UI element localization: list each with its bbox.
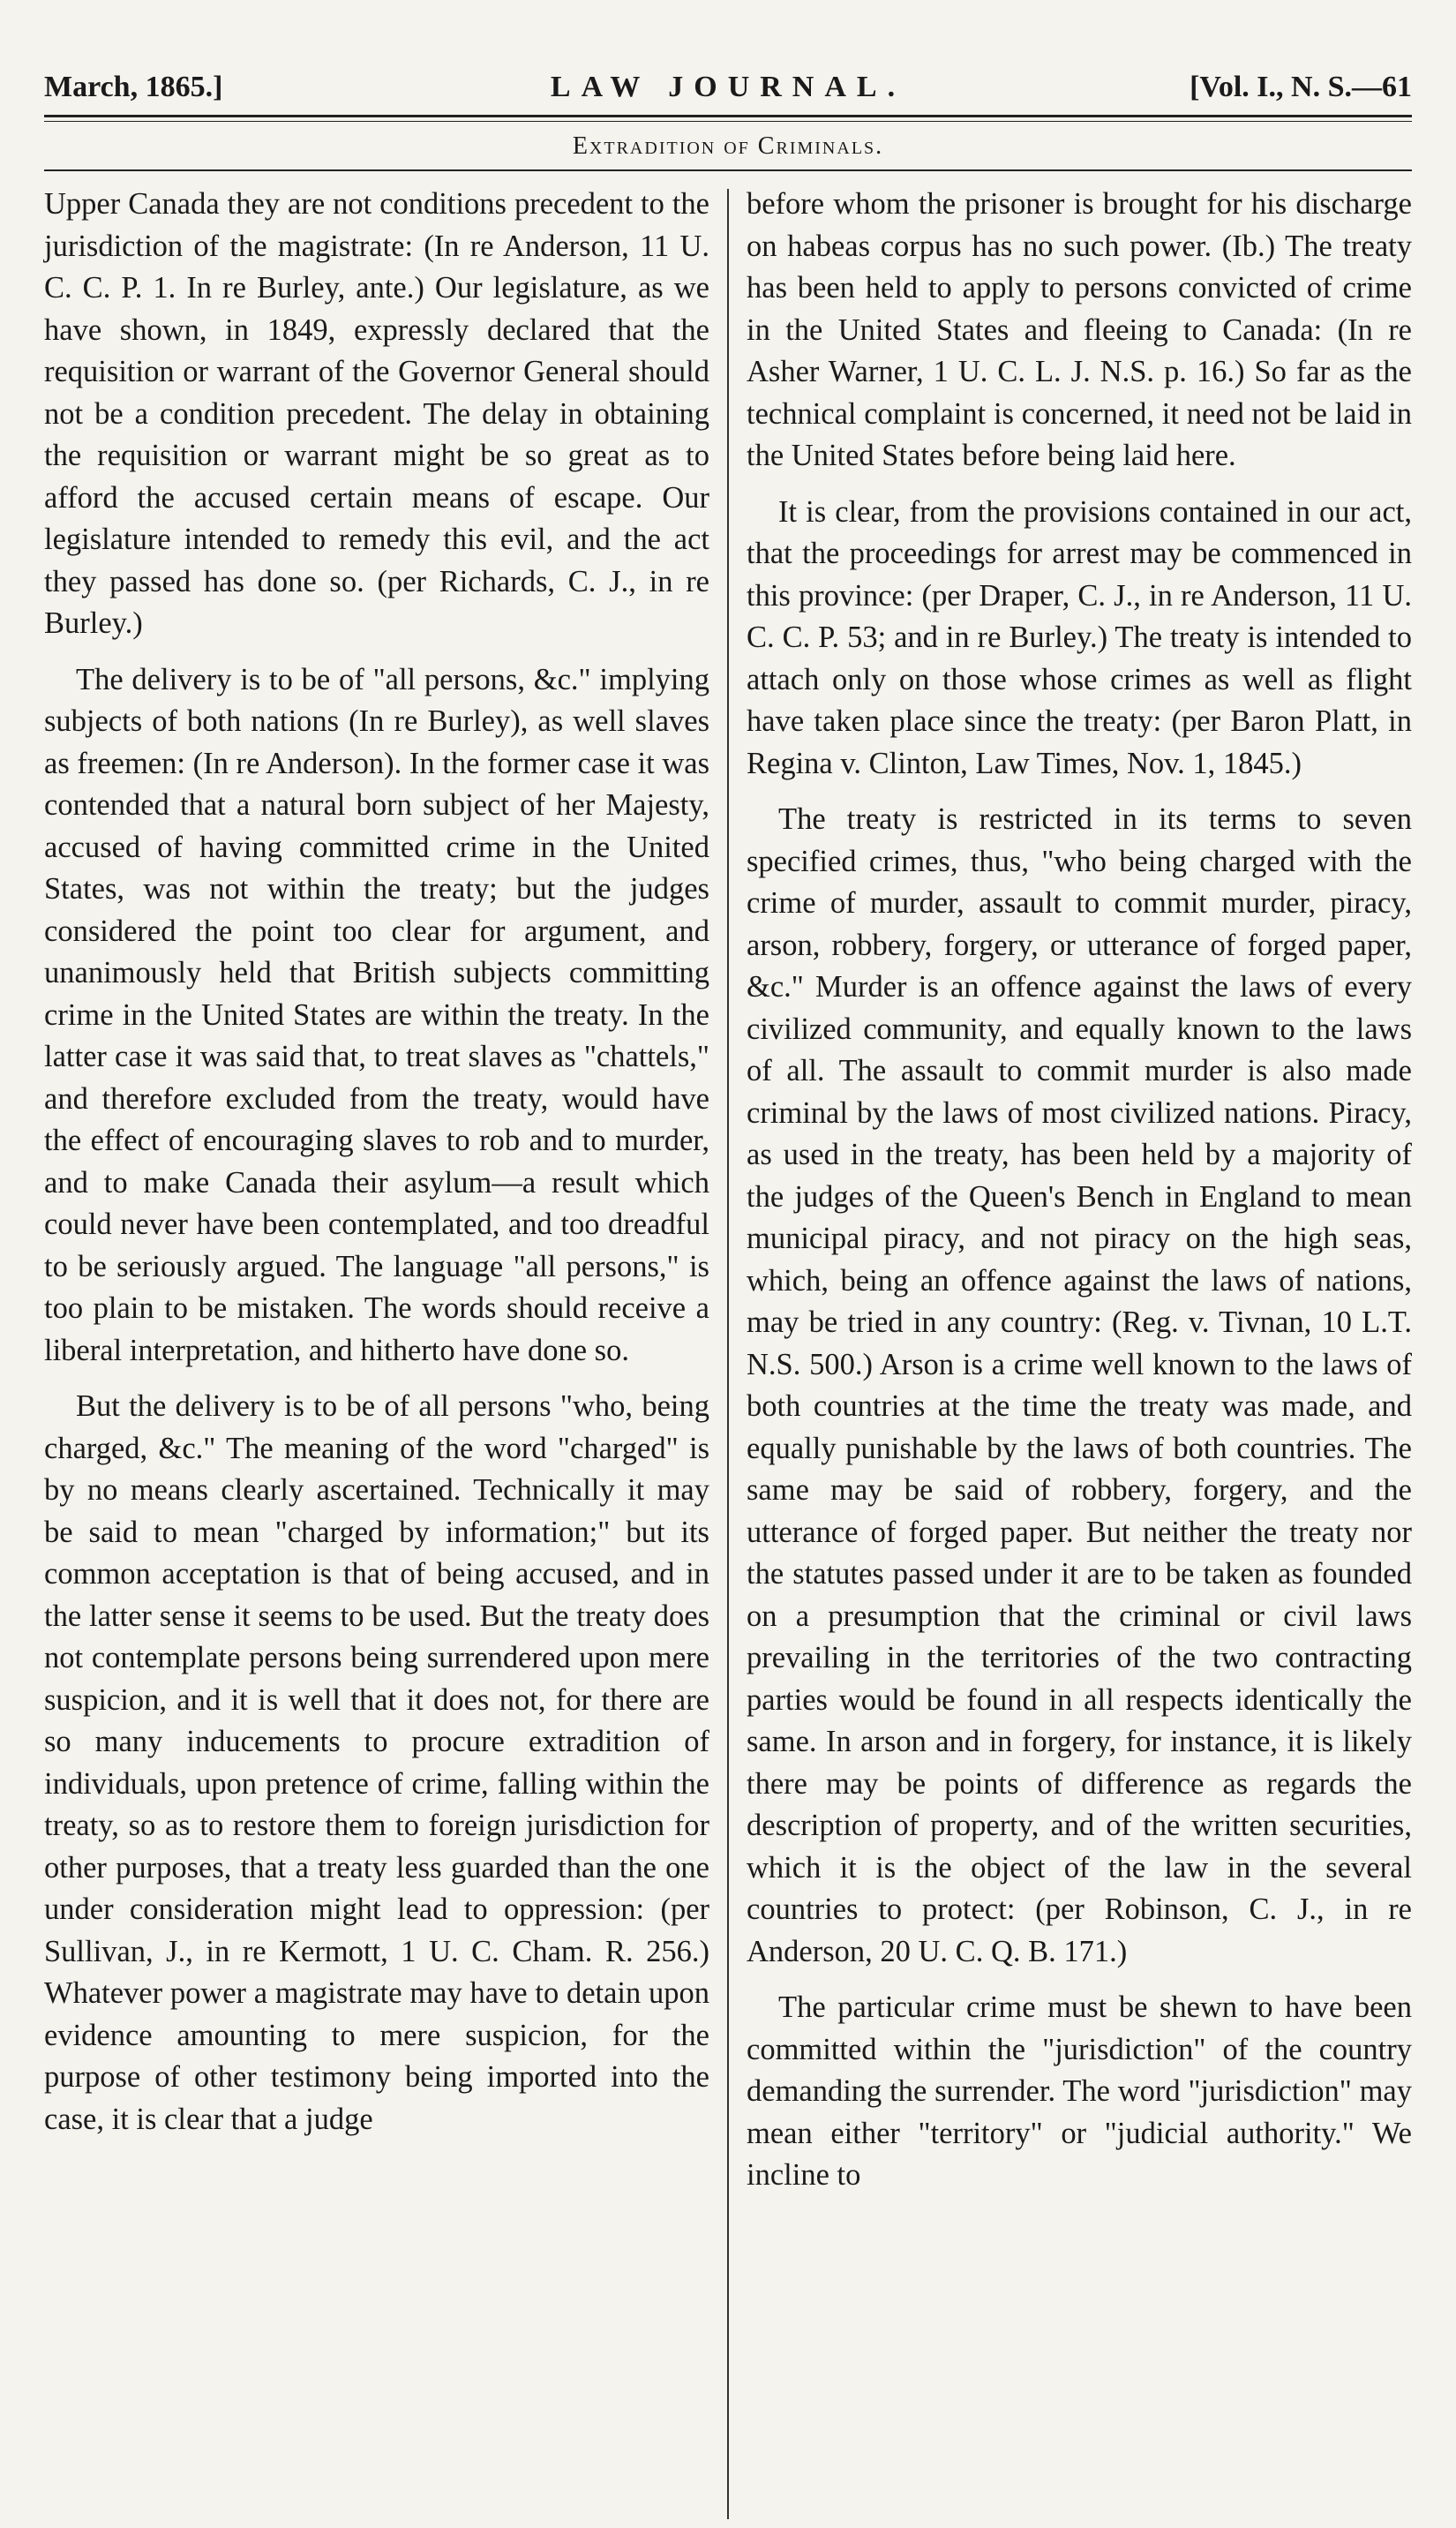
header-date: March, 1865.] <box>44 71 223 103</box>
paragraph: It is clear, from the provisions contained in our act, that the proceedings for arrest may be commenced in this province: (per Draper, C. J., in re Anderson, 11 U. C. C. P. 53; and in re Burley.) The treaty is intended to attach only on those whose crimes as well as flight have taken place since the treaty: (per Baron Platt, in Regina v. Clinton, Law Times, Nov. 1, 1845.) <box>747 494 1412 780</box>
header-volume-page: [Vol. I., N. S.—61 <box>1190 71 1412 103</box>
paragraph: The treaty is restricted in its terms to seven specified crimes, thus, "who being charged with the crime of murder, assault to commit murder, piracy, arson, robbery, forgery, or utterance of forged paper, &c." Murder is an offence against the laws of every civilized community, and equally known to the laws of all. The assault to commit murder is also made criminal by the laws of most civilized nations. Piracy, as used in the treaty, has been held by a majority of the judges of the Queen's Bench in England to mean municipal piracy, and not piracy on the high seas, which, being an offence against the laws of nations, may be tried in any country: (Reg. v. Tivnan, 10 L.T. N.S. 500.) Arson is a crime well known to the laws of both countries at the time the treaty was made, and equally punishable by the laws of both countries. The same may be said of robbery, forgery, and the utterance of forged paper. But neither the treaty nor the statutes passed under it are to be taken as founded on a presumption that the criminal or civil laws prevailing in the territories of the two contracting parties would be found in all respects identically the same. In arson and in forgery, for instance, it is likely there may be points of difference as regards the description of property, and of the written securities, which it is the object of the law in the several countries to protect: (per Robinson, C. J., in re Anderson, 20 U. C. Q. B. 171.) <box>747 802 1412 1968</box>
section-title: Extradition of Criminals. <box>572 132 884 160</box>
paragraph: The particular crime must be shewn to have been committed within the "jurisdiction" of the country demanding the surrender. The word "jurisdiction" may mean either "territory" or "judicial authority." We incline to <box>747 1990 1412 2192</box>
paragraph: before whom the prisoner is brought for his discharge on habeas corpus has no such power. (Ib.) The treaty has been held to apply to persons convicted of crime in the United States and fleeing to Canada: (In re Asher Warner, 1 U. C. L. J. N.S. p. 16.) So far as the technical complaint is concerned, it need not be laid in the United States before being laid here. <box>747 187 1412 472</box>
text-columns <box>44 184 1412 2519</box>
paragraph: But the delivery is to be of all persons "who, being charged, &c." The meaning of the word "charged" is by no means clearly ascertained. Technically it may be said to mean "charged by information;" but its common acceptation is that of being accused, and in the latter sense it seems to be used. But the treaty does not contemplate persons being surrendered upon mere suspicion, and it is well that it does not, for there are so many inducements to procure extradition of individuals, upon pretence of crime, falling within the treaty, so as to restore them to foreign jurisdiction for other purposes, that a treaty less guarded than the one under consideration might lead to oppression: (per Sullivan, J., in re Kermott, 1 U. C. Cham. R. 256.) Whatever power a magistrate may have to detain upon evidence amounting to mere suspicion, for the purpose of other testimony being imported into the case, it is clear that a judge <box>44 1389 709 2136</box>
left-column <box>44 184 727 2519</box>
header-rule <box>44 115 1412 122</box>
paragraph: Upper Canada they are not conditions precedent to the jurisdiction of the magistrate: (In re Anderson, 11 U. C. C. P. 1. In re Burley, ante.) Our legislature, as we have shown, in 1849, expressly declared that the requisition or warrant of the Governor General should not be a condition precedent. The delay in obtaining the requisition or warrant might be so great as to afford the accused certain means of escape. Our legislature intended to remedy this evil, and the act they passed has done so. (per Richards, C. J., in re Burley.) <box>44 187 709 640</box>
journal-page <box>44 62 1412 2519</box>
header-journal-title: LAW JOURNAL. <box>550 71 906 103</box>
paragraph: The delivery is to be of "all persons, &c." implying subjects of both nations (In re Burley), as well slaves as freemen: (In re Anderson). In the former case it was contended that a natural born subject of her Majesty, accused of having committed crime in the United States, was not within the treaty; but the judges considered the point too clear for argument, and unanimously held that British subjects committing crime in the United States are within the treaty. In the latter case it was said that, to treat slaves as "chattels," and therefore excluded from the treaty, would have the effect of encouraging slaves to rob and to murder, and to make Canada their asylum—a result which could never have been contemplated, and too dreadful to be seriously argued. The language "all persons," is too plain to be mistaken. The words should receive a liberal interpretation, and hitherto have done so. <box>44 662 709 1367</box>
section-rule <box>44 169 1412 171</box>
right-column <box>729 184 1412 2519</box>
running-head <box>44 62 1412 111</box>
